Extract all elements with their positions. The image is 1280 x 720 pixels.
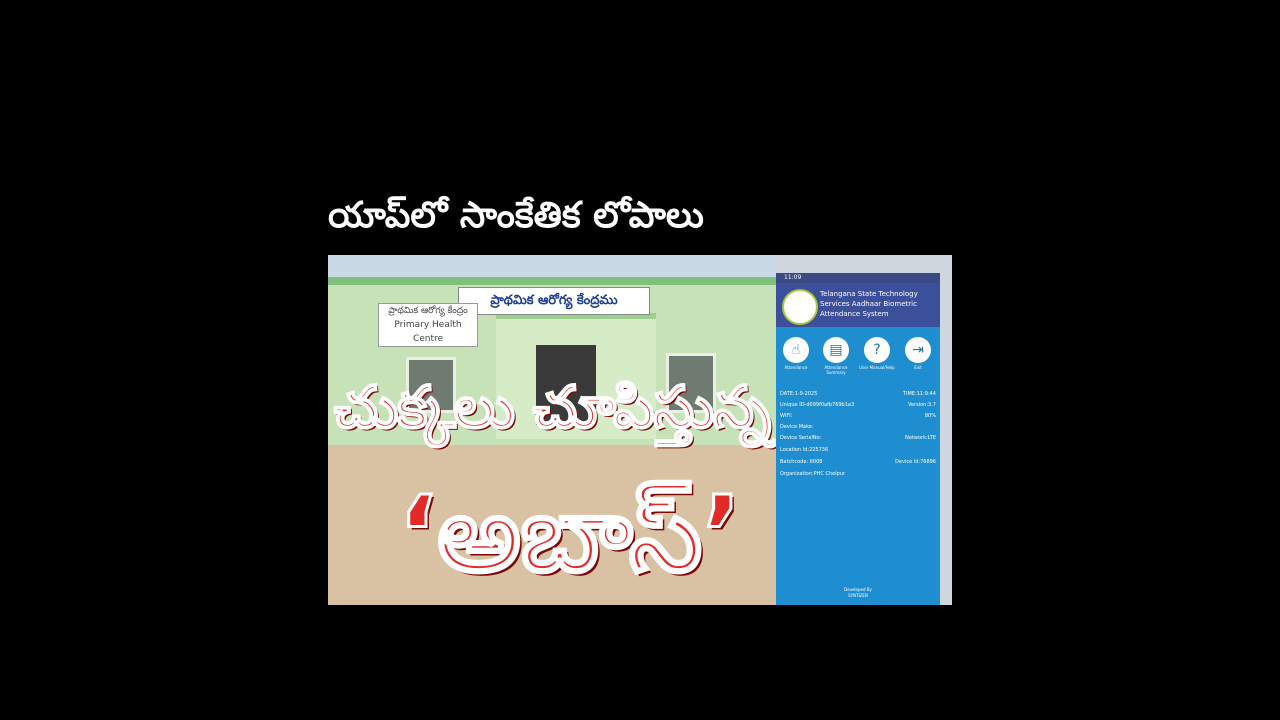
device-make-row: Device Make:	[780, 424, 814, 430]
device-serial-row	[780, 435, 936, 441]
unique-id-value: Unique ID-d099f0afb769b1a3	[780, 402, 855, 408]
developed-by-label: Developed By	[844, 587, 872, 592]
developer-credit	[776, 587, 940, 599]
hand-touch-icon: ☝	[783, 337, 809, 363]
version-value: Version:3.7	[907, 402, 936, 408]
network-value: Network:LTE	[905, 435, 936, 441]
side-sign-english: Primary Health Centre	[394, 320, 462, 344]
batch-code-value: Batchcode: 6008	[780, 459, 823, 465]
device-id-value: Device Id:76896	[895, 459, 936, 465]
date-row	[780, 391, 936, 397]
location-row: Location Id:225736	[780, 447, 829, 453]
overlay-headline-line1: చుక్కలు చూపిస్తున్న	[334, 373, 770, 441]
roof-band	[328, 277, 776, 285]
device-serial-label: Device SerialNo:	[780, 435, 822, 441]
organization-row: Organization:PHC Chelpur	[780, 471, 846, 477]
date-value: DATE:1-9-2025	[780, 391, 818, 397]
icon-label: Attendance	[784, 365, 808, 370]
app-screenshot	[776, 273, 940, 605]
app-header	[776, 283, 940, 327]
phone-status-bar: 11:09	[776, 273, 940, 283]
headline: యాప్‌లో సాంకేతిక లోపాలు	[328, 195, 704, 236]
overlay-headline-line2: ‘అబాస్’	[398, 473, 742, 595]
icon-label: User Manual/Help	[859, 365, 895, 370]
developer-name: SYNTIZEN	[848, 593, 868, 598]
help-icon: ?	[864, 337, 890, 363]
exit-icon: ⇥	[905, 337, 931, 363]
phc-side-sign	[378, 303, 478, 347]
icon-label: Attendance Summary	[824, 365, 848, 375]
batch-row	[780, 459, 936, 465]
app-icon-row	[776, 337, 940, 377]
battery-value: 80%	[924, 413, 936, 419]
news-photo	[328, 255, 952, 605]
unique-id-row	[780, 402, 936, 408]
wifi-row	[780, 413, 936, 419]
phc-main-sign: ప్రాథమిక ఆరోగ్య కేంద్రము	[458, 287, 650, 315]
wifi-label: WIFI:	[780, 413, 793, 419]
time-value: TIME:11:9:44	[903, 391, 936, 397]
document-icon: ▤	[823, 337, 849, 363]
telangana-logo-icon	[782, 289, 818, 325]
app-title: Telangana State Technology Services Aadhaar Biometric Attendance System	[820, 290, 918, 318]
icon-label: Exit	[914, 365, 922, 370]
side-sign-telugu: ప్రాథమిక ఆరోగ్య కేంద్రం	[388, 306, 468, 316]
